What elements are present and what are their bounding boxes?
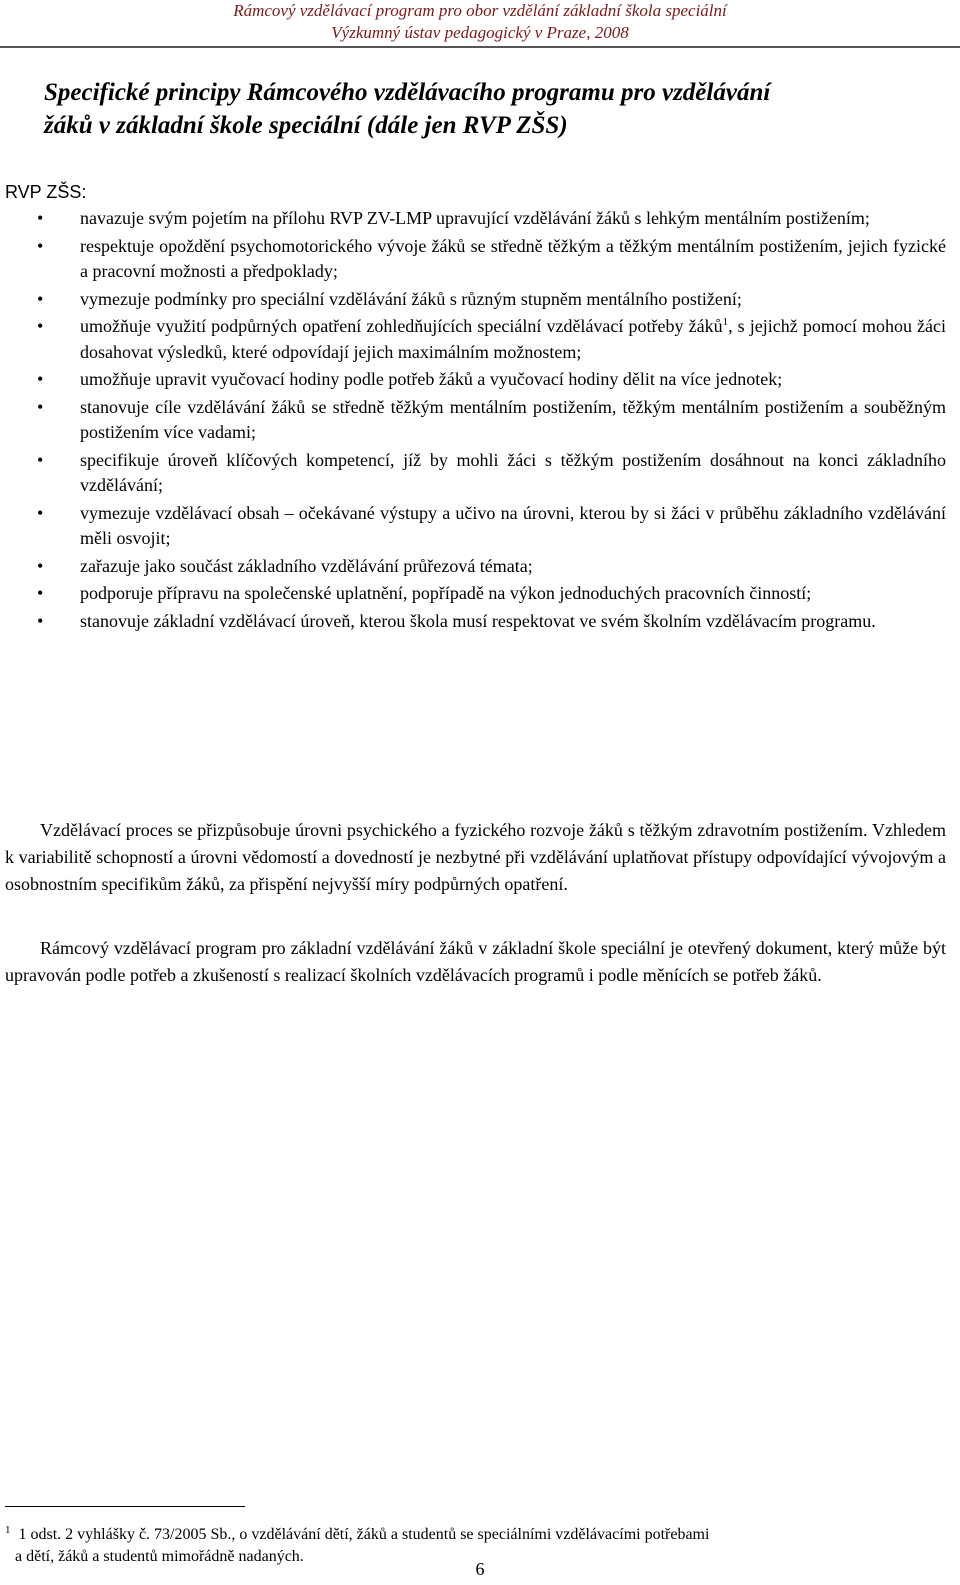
list-item: • stanovuje základní vzdělávací úroveň, kterou škola musí respektovat ve svém školním vzdělávacím programu.: [0, 609, 946, 635]
list-item: • respektuje opoždění psychomotorického vývoje žáků se středně těžkým a těžkým mentálním postižením, jejich fyzické a pracovní možnosti a předpoklady;: [0, 234, 946, 285]
list-lead-label: RVP ZŠS:: [5, 182, 87, 202]
body-paragraph-2: Rámcový vzdělávací program pro základní vzdělávání žáků v základní škole speciální je otevřený dokument, který může být upravován podle potřeb a zkušeností s realizací školních vzdělávacích programů i podle měnících se potřeb žáků.: [5, 938, 946, 985]
running-header-line-2: Výzkumný ústav pedagogický v Praze, 2008: [331, 23, 629, 42]
list-item: • navazuje svým pojetím na přílohu RVP ZV-LMP upravující vzdělávání žáků s lehkým mentálním postižením;: [0, 206, 946, 232]
header-divider: [0, 46, 960, 48]
list-item: • vymezuje vzdělávací obsah – očekávané výstupy a učivo na úrovni, kterou by si žáci v průběhu základního vzdělávání měli osvojit;: [0, 501, 946, 552]
footnote-line-2: a dětí, žáků a studentů mimořádně nadaných.: [15, 1548, 304, 1565]
running-header-line-1: Rámcový vzdělávací program pro obor vzdělání základní škola speciální: [233, 1, 727, 20]
list-item: • specifikuje úroveň klíčových kompetencí, jíž by mohli žáci s těžkým postižením dosáhnout na konci základního vzdělávání;: [0, 448, 946, 499]
footnote-divider: [5, 1506, 245, 1507]
list-item: • vymezuje podmínky pro speciální vzdělávání žáků s různým stupněm mentálního postižení;: [0, 287, 946, 313]
document-title-line-1: Specifické principy Rámcového vzdělávacího programu pro vzdělávání: [44, 79, 771, 106]
list-item: • stanovuje cíle vzdělávání žáků se středně těžkým mentálním postižením, těžkým mentálním postižením a souběžným postižením více vadami;: [0, 395, 946, 446]
list-item-text: umožňuje využití podpůrných opatření zohledňujících speciální vzdělávací potřeby žáků: [80, 316, 723, 336]
document-title: [44, 76, 944, 142]
list-item: • umožňuje upravit vyučovací hodiny podle potřeb žáků a vyučovací hodiny dělit na více jednotek;: [0, 367, 946, 393]
list-item: [0, 314, 946, 365]
list-item: • zařazuje jako součást základního vzdělávání průřezová témata;: [0, 554, 946, 580]
list-item-text: , s jejichž pomocí mohou žáci dosahovat výsledků, které odpovídají jejich maximálním možnostem;: [80, 316, 947, 362]
footnote-reference[interactable]: 1: [722, 316, 729, 328]
page-number: 6: [475, 1559, 485, 1579]
principles-list: [0, 206, 946, 636]
footnote-line-1: 1 odst. 2 vyhlášky č. 73/2005 Sb., o vzdělávání dětí, žáků a studentů se speciálními vzdělávacími potřebami: [18, 1526, 710, 1543]
running-header: [0, 0, 960, 44]
footnote-mark: 1: [5, 1523, 11, 1536]
document-title-line-2: žáků v základní škole speciální (dále jen RVP ZŠS): [44, 112, 568, 139]
body-paragraph-1: Vzdělávací proces se přizpůsobuje úrovni psychického a fyzického rozvoje žáků s těžkým zdravotním postižením. Vzhledem k variabilitě schopností a úrovni vědomostí a dovedností je nezbytné při vzdělávání uplatňovat přístupy odpovídající vývojovým a osobnostním specifikům žáků, za přispění nejvyšší míry podpůrných opatření.: [5, 820, 946, 894]
list-item: • podporuje přípravu na společenské uplatnění, popřípadě na výkon jednoduchých pracovních činností;: [0, 581, 946, 607]
